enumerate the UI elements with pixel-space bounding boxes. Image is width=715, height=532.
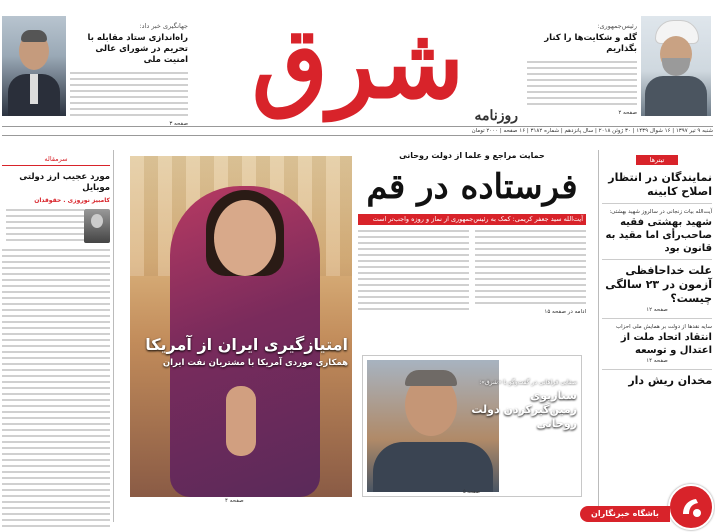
main-headline: فرستاده در قم xyxy=(366,167,578,207)
top-left-kicker: جهانگیری خبر داد: xyxy=(139,22,188,30)
top-left-body-lines xyxy=(70,72,188,116)
main-story xyxy=(358,150,586,320)
dateline: شنبه ۹ تیر ۱۳۹۷ | ۱۶ شوال ۱۴۳۹ | ۳۰ ژوئن ۲۰۱۸ | سال پانزدهم | شماره ۳۱۸۲ | ۱۶ صفحه | ۲۰۰۰ تومان xyxy=(471,128,713,134)
right-item-3-page-ref: صفحه ۱۲ xyxy=(646,307,668,313)
right-item-3-headline: علت خداحافظی آزمون در ۲۳ سالگی چیست؟ xyxy=(605,264,712,305)
right-item-4-page-ref: صفحه ۱۴ xyxy=(646,358,668,364)
top-left-page-ref: صفحه ۳ xyxy=(169,121,188,127)
left-author: کامبیز نوروزی . حقوقدان xyxy=(34,197,110,204)
left-body-lines xyxy=(2,249,110,527)
right-item-1-headline: نمایندگان در انتظار اصلاح کابینه xyxy=(608,171,712,198)
right-item-2-kicker: آیت‌الله بیات زنجانی در سالروز شهید بهشتی: xyxy=(609,209,712,215)
rouhani-photo xyxy=(641,16,711,116)
top-right-headline: گله و شکایت‌ها را کنار بگذاریم xyxy=(544,33,637,54)
watermark-text: باشگاه خبرنگاران xyxy=(580,506,670,522)
right-item-4-headline: انتقاد اتحاد ملت از اعتدال و توسعه xyxy=(620,332,712,356)
top-right-kicker: رئیس‌جمهوری: xyxy=(597,22,637,30)
interview-headline: سناریوی زمین‌گیرکردن دولت روحانی xyxy=(471,389,577,430)
interview-box xyxy=(362,355,582,497)
right-item-3 xyxy=(602,264,712,319)
top-left-headline: راه‌اندازی ستاد مقابله با تحریم در شورای عالی امنیت ملی xyxy=(87,33,188,65)
photo-story-headline: امتیازگیری ایران از آمریکا xyxy=(145,335,348,354)
photo-story-page-ref: صفحه ۴ xyxy=(225,498,244,504)
photo-story-subhead: همکاری موردی آمریکا با مشتریان نفت ایران xyxy=(162,358,348,368)
jahangiri-photo xyxy=(2,16,66,116)
main-photo xyxy=(130,156,352,497)
left-column xyxy=(2,155,110,527)
author-photo xyxy=(84,209,110,243)
masthead-logo-block xyxy=(188,6,522,128)
right-item-5 xyxy=(602,374,712,388)
watermark xyxy=(580,490,713,527)
right-column xyxy=(602,155,712,527)
masthead-logo: شرق xyxy=(251,6,465,121)
photo-story-text xyxy=(132,335,348,369)
interview-page-ref: صفحه ۵ xyxy=(463,489,480,495)
right-item-1 xyxy=(602,171,712,204)
right-item-2-headline: شهید بهشتی فقیه صاحب‌رأی اما مقید به قانون بود xyxy=(605,217,712,254)
right-section-label: تیترها xyxy=(636,155,678,165)
dateline-bar xyxy=(2,126,713,136)
masthead-logo-sub: روزنامه xyxy=(474,108,518,124)
top-left-story xyxy=(70,22,188,128)
top-right-body-lines xyxy=(527,61,637,105)
right-item-4-kicker: سایه نقدها از دولت بر همایش ملی احزاب xyxy=(615,324,712,330)
top-right-page-ref: صفحه ۲ xyxy=(618,110,637,116)
left-headline: مورد عجیب ارز دولتی موبایل xyxy=(19,172,110,193)
right-item-4 xyxy=(602,323,712,370)
main-page-ref: ادامه در صفحه ۱۵ xyxy=(544,309,586,315)
watermark-logo-icon xyxy=(668,484,714,530)
right-item-2 xyxy=(602,208,712,260)
left-section-label: سرمقاله xyxy=(2,155,110,166)
right-item-5-headline: مخدان ریش دار xyxy=(628,374,712,387)
main-banner: آیت‌الله سید جعفر کریمی: کمک به رئیس‌جمهوری از نماز و روزه واجب‌تر است xyxy=(358,214,586,225)
main-body-col-right xyxy=(358,230,469,320)
main-body-col-left xyxy=(475,230,586,320)
main-kicker: حمایت مراجع و علما از دولت روحانی xyxy=(399,151,545,160)
interview-kicker: صفایی فراهانی در گفت‌وگو با «شرق»: xyxy=(479,379,577,386)
top-right-story xyxy=(527,22,637,117)
